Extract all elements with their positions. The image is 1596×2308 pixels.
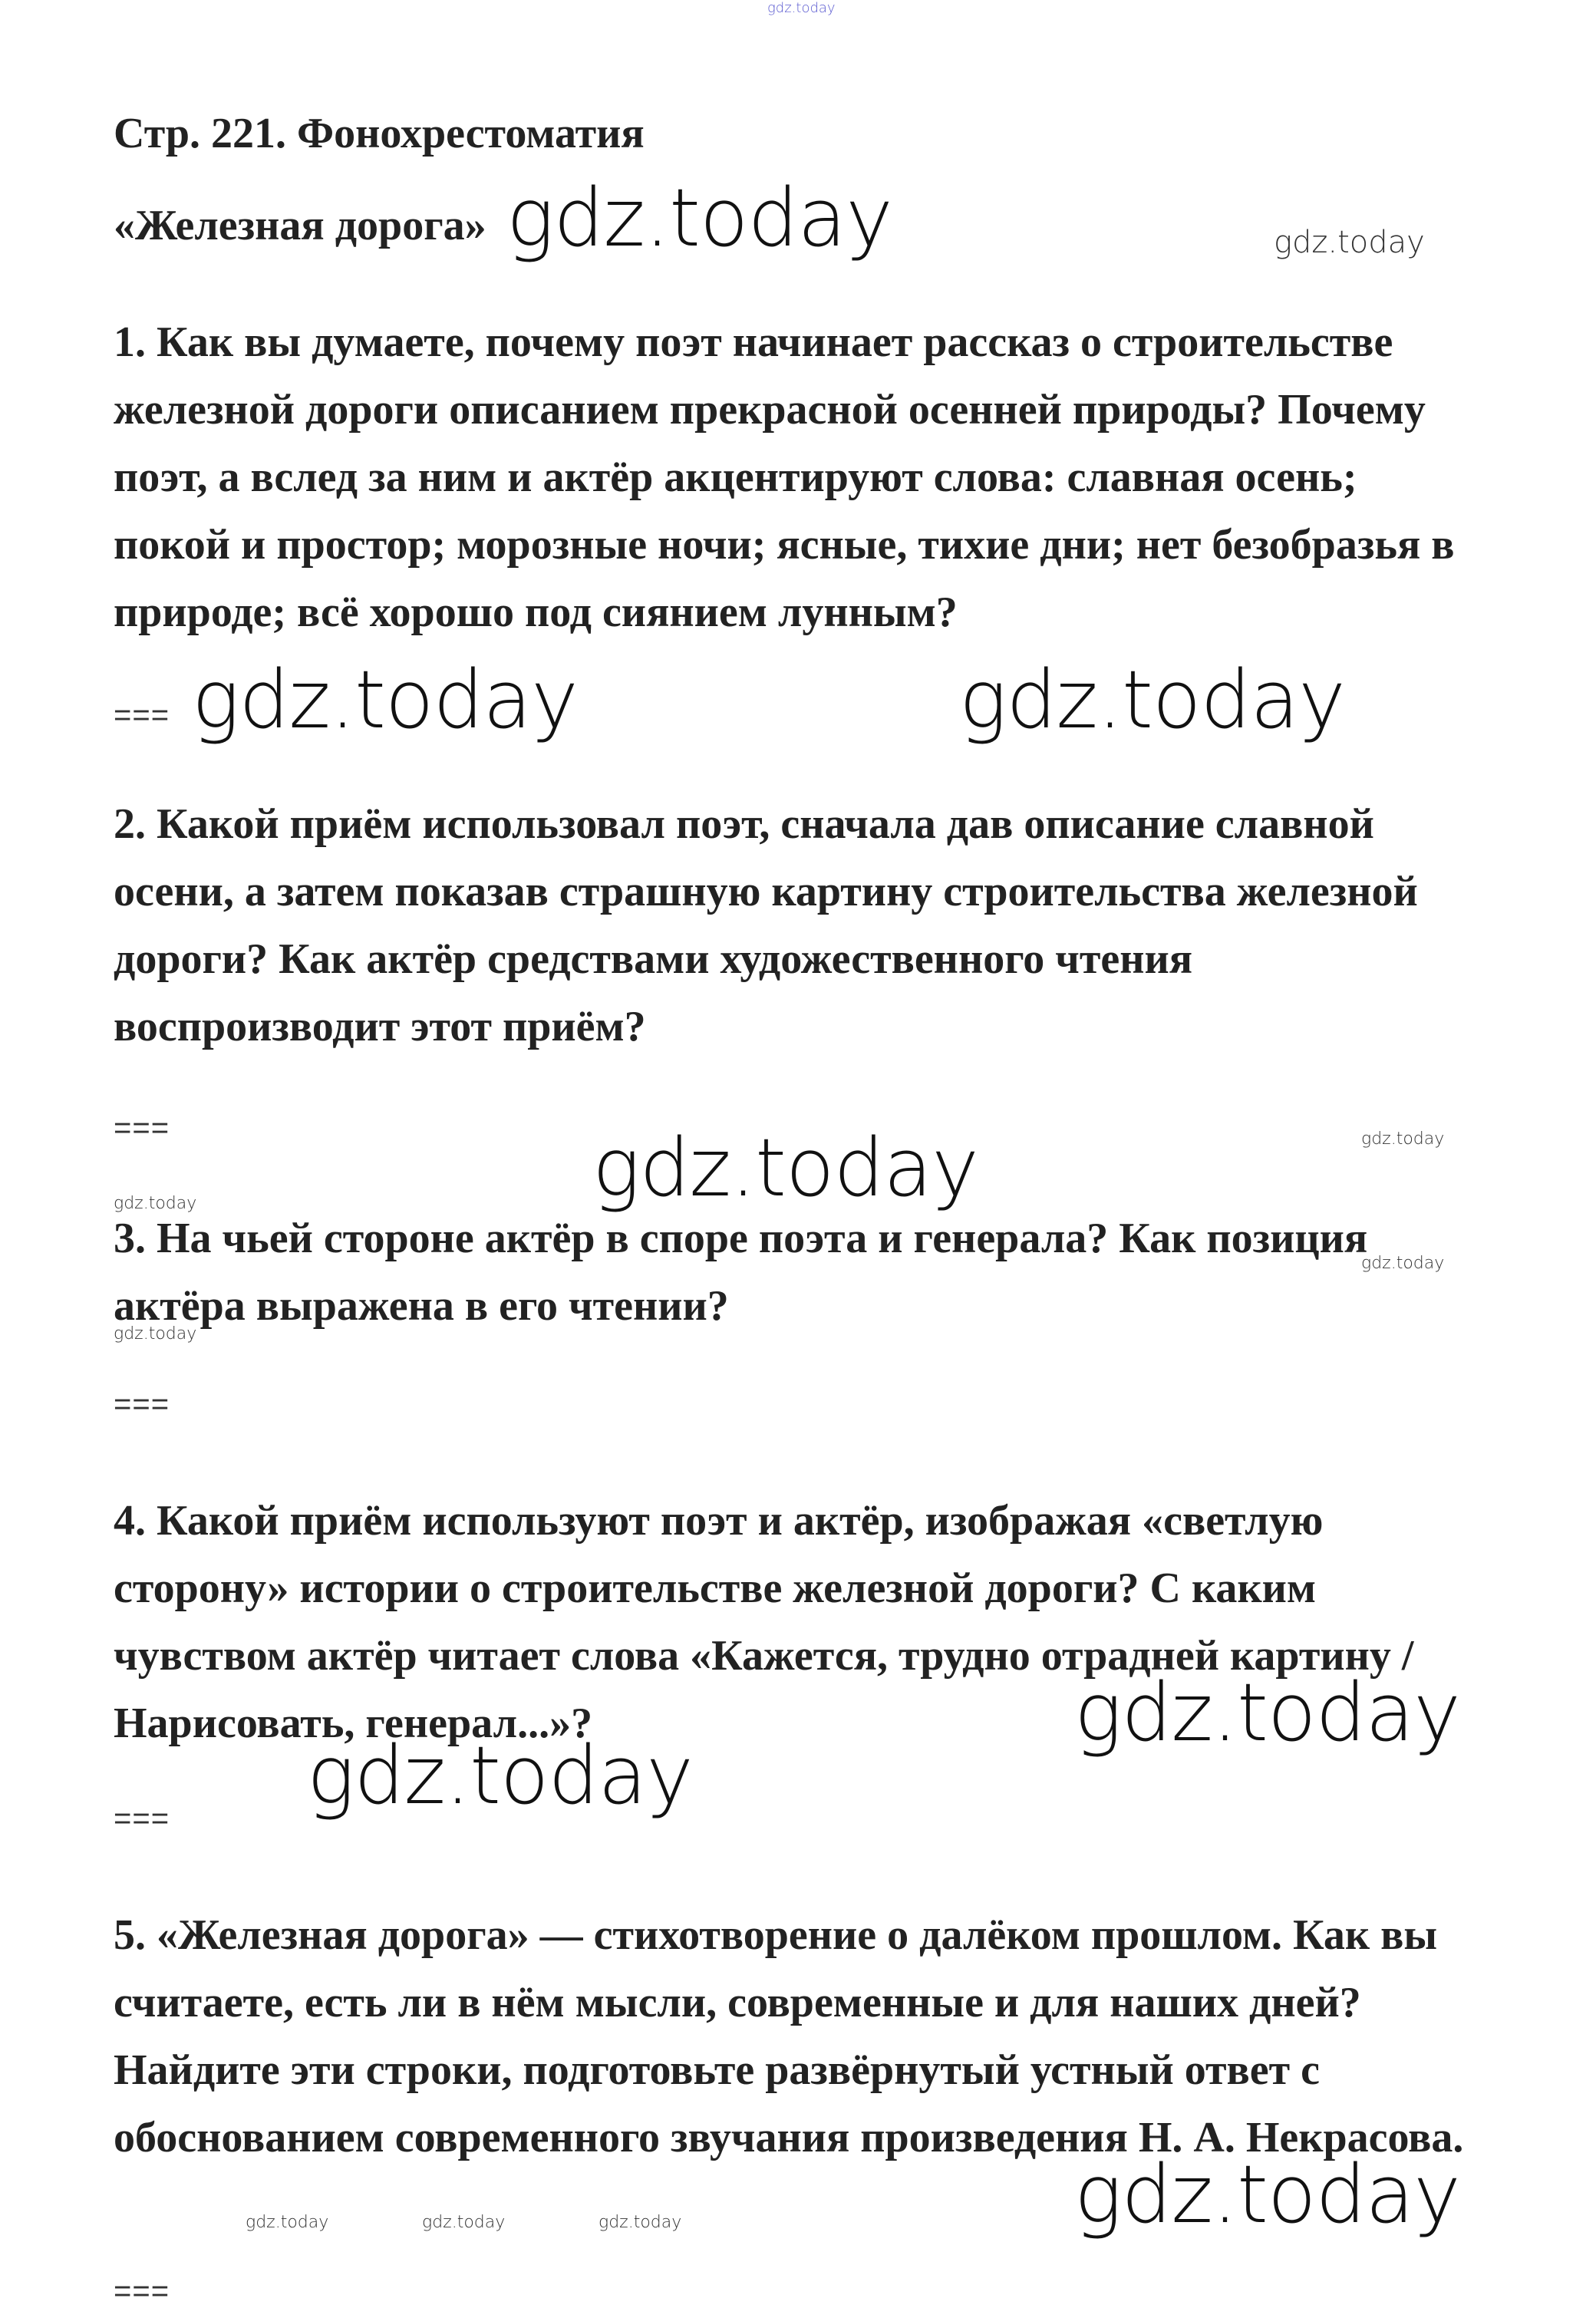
watermark-small: gdz.today xyxy=(1361,1254,1445,1273)
answer-separator-2: === xyxy=(114,1111,170,1145)
question-1: 1. Как вы думаете, почему поэт начинает рассказ о строительстве железной дороги описанием прекрасной осенней природы? Почему поэт, а вслед за ним и актёр акцентируют слова: славная осень; покой и простор; морозные ночи; ясные, тихие дни; нет безобразья в природе; всё хорошо под сиянием лунным? xyxy=(114,318,1455,636)
answer-separator-4: === xyxy=(114,1802,170,1835)
poem-title: «Железная дорога» xyxy=(114,202,486,249)
watermark-top: gdz.today xyxy=(767,0,836,16)
watermark-small: gdz.today xyxy=(422,2213,506,2232)
watermark-small: gdz.today xyxy=(598,2213,682,2232)
watermark-medium: gdz.today xyxy=(1274,225,1425,260)
watermark-large: gdz.today xyxy=(192,653,578,747)
watermark-small: gdz.today xyxy=(114,1324,197,1344)
answer-separator-1: === xyxy=(114,698,170,732)
watermark-large: gdz.today xyxy=(592,1121,978,1215)
watermark-large: gdz.today xyxy=(506,171,892,265)
question-2: 2. Какой приём использовал поэт, сначала дав описание славной осени, а затем показав страшную картину строительства железной дороги? Как актёр средствами художественного чтения воспроизводит этот приём? xyxy=(114,800,1418,1050)
watermark-large: gdz.today xyxy=(959,653,1345,747)
watermark-large: gdz.today xyxy=(1074,1666,1460,1759)
watermark-large: gdz.today xyxy=(1074,2148,1460,2241)
answer-separator-5: === xyxy=(114,2274,170,2308)
watermark-large: gdz.today xyxy=(307,1729,693,1822)
question-3: 3. На чьей стороне актёр в споре поэта и генерала? Как позиция актёра выражена в его чтении? xyxy=(114,1215,1368,1330)
watermark-small: gdz.today xyxy=(246,2213,329,2232)
page-title: Стр. 221. Фонохрестоматия xyxy=(114,110,645,157)
watermark-small: gdz.today xyxy=(1361,1129,1445,1149)
watermark-small: gdz.today xyxy=(114,1194,197,1213)
question-5: 5. «Железная дорога» — стихотворение о далёком прошлом. Как вы считаете, есть ли в нём мысли, современные и для наших дней? Найдите эти строки, подготовьте развёрнутый устный ответ с обоснованием современного звучания произведения Н. А. Некрасова. xyxy=(114,1911,1464,2161)
answer-separator-3: === xyxy=(114,1387,170,1421)
question-4: 4. Какой приём используют поэт и актёр, изображая «светлую сторону» истории о строительстве железной дороги? С каким чувством актёр читает слова «Кажется, трудно отрадней картину / Нарисовать, генерал...»? xyxy=(114,1497,1414,1747)
